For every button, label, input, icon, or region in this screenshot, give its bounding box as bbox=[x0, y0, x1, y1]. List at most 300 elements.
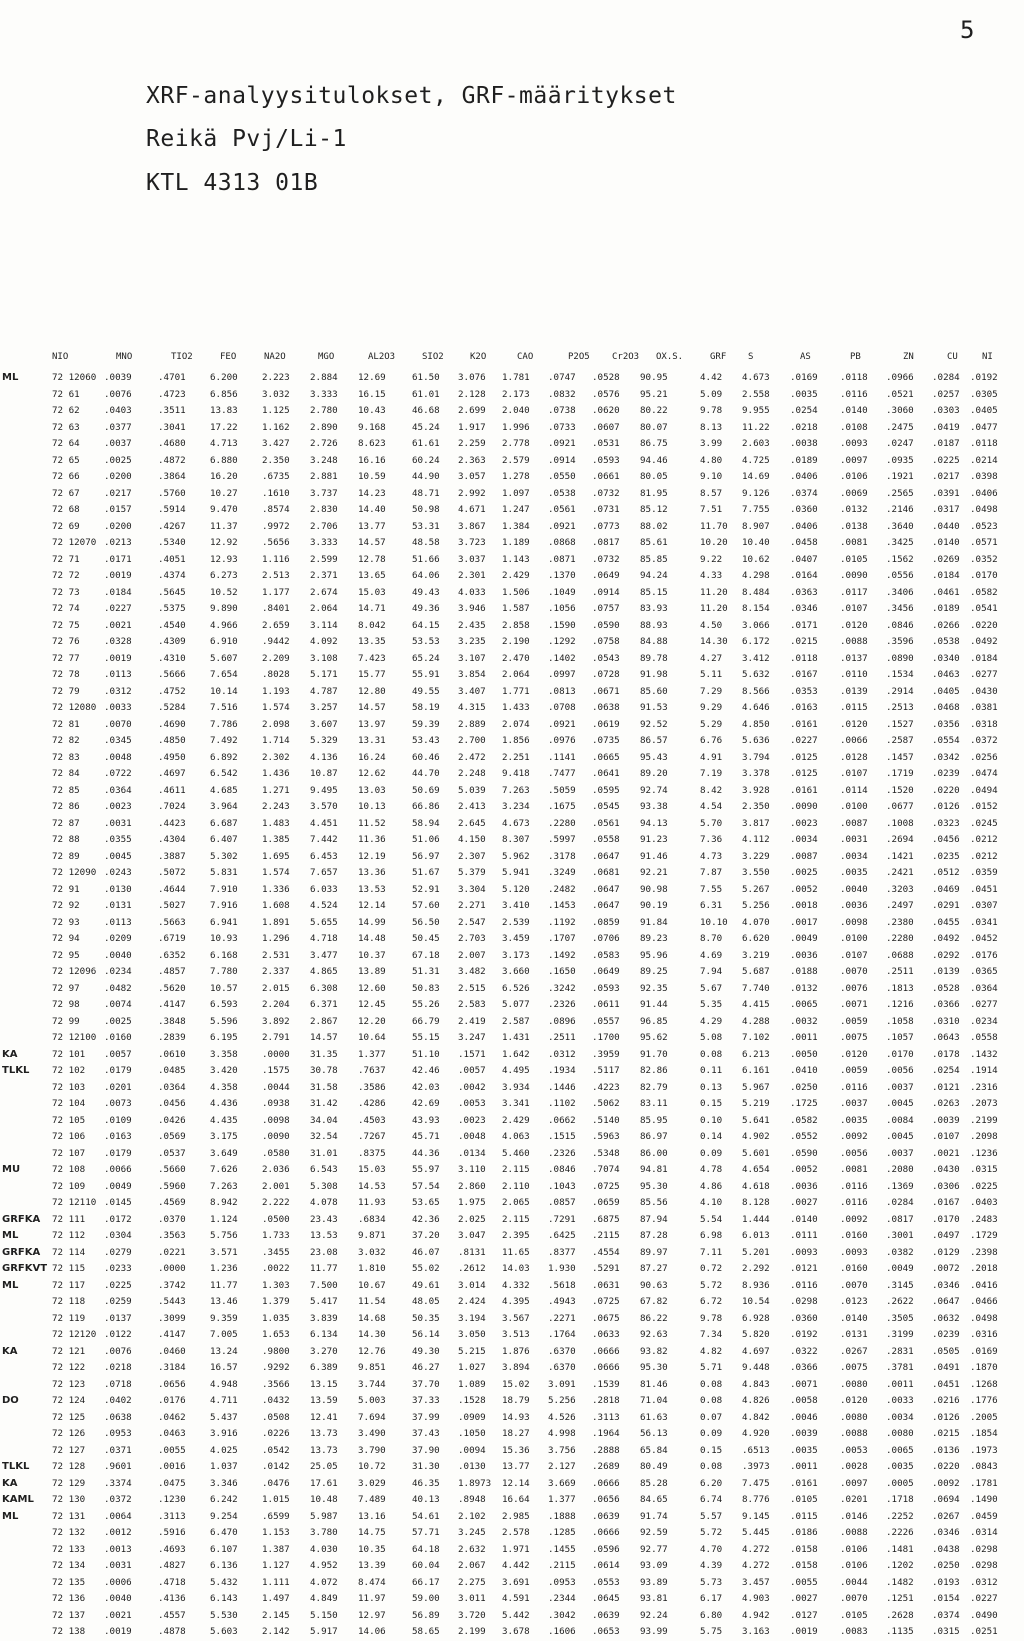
cell-value: .0050 bbox=[790, 1048, 818, 1060]
cell-value: .0569 bbox=[158, 1131, 186, 1142]
table-row bbox=[20, 618, 1020, 635]
cell-value: 9.955 bbox=[742, 405, 770, 416]
cell-value: .0093 bbox=[790, 1246, 818, 1258]
cell-value: .0284 bbox=[932, 372, 960, 383]
cell-value: 4.942 bbox=[742, 1609, 770, 1621]
cell-value: 1.247 bbox=[502, 504, 530, 515]
sample-number: 72 77 bbox=[52, 652, 80, 664]
cell-value: .0081 bbox=[840, 537, 868, 548]
cell-value: 4.50 bbox=[700, 619, 723, 631]
cell-value: 3.270 bbox=[310, 1345, 338, 1357]
cell-value: 13.53 bbox=[358, 883, 386, 895]
cell-value: 2.350 bbox=[262, 454, 290, 466]
cell-value: .4286 bbox=[358, 1098, 386, 1109]
cell-value: .0025 bbox=[104, 1015, 132, 1027]
cell-value: 2.142 bbox=[262, 1626, 290, 1637]
cell-value: 49.43 bbox=[412, 586, 440, 598]
cell-value: 8.57 bbox=[700, 487, 723, 499]
cell-value: 1.387 bbox=[262, 1543, 290, 1555]
cell-value: 4.136 bbox=[310, 751, 338, 763]
cell-value: 6.161 bbox=[742, 1065, 770, 1076]
cell-value: .2587 bbox=[886, 735, 914, 746]
cell-value: .0639 bbox=[592, 1510, 620, 1522]
cell-value: 8.936 bbox=[742, 1279, 770, 1291]
table-row bbox=[20, 469, 1020, 486]
cell-value: .1964 bbox=[592, 1428, 620, 1439]
cell-value: .0184 bbox=[932, 570, 960, 581]
cell-value: 14.75 bbox=[358, 1527, 386, 1538]
cell-value: 2.243 bbox=[262, 801, 290, 812]
cell-value: 4.33 bbox=[700, 570, 723, 581]
cell-value: .0363 bbox=[790, 586, 818, 598]
cell-value: 4.150 bbox=[458, 834, 486, 845]
cell-value: .0531 bbox=[592, 438, 620, 449]
cell-value: .0074 bbox=[104, 999, 132, 1010]
cell-value: 2.337 bbox=[262, 966, 290, 977]
cell-value: .7024 bbox=[158, 801, 186, 812]
cell-value: .3113 bbox=[592, 1411, 620, 1423]
cell-value: .0037 bbox=[886, 1147, 914, 1159]
cell-value: 11.36 bbox=[358, 834, 386, 845]
cell-value: 3.567 bbox=[502, 1312, 530, 1324]
cell-value: .0022 bbox=[262, 1263, 290, 1274]
sample-number: 72 104 bbox=[52, 1098, 86, 1109]
cell-value: 5.256 bbox=[742, 900, 770, 911]
rock-type-mark: GRFKA bbox=[2, 1246, 41, 1258]
cell-value: .0214 bbox=[970, 454, 998, 466]
cell-value: 13.65 bbox=[358, 570, 386, 581]
cell-value: 1.143 bbox=[502, 553, 530, 565]
cell-value: 95.21 bbox=[640, 388, 668, 400]
cell-value: .4569 bbox=[158, 1197, 186, 1208]
cell-value: .0725 bbox=[592, 1296, 620, 1307]
cell-value: 4.030 bbox=[310, 1543, 338, 1555]
cell-value: .0403 bbox=[104, 405, 132, 416]
cell-value: .0665 bbox=[592, 751, 620, 763]
cell-value: 6.687 bbox=[210, 817, 238, 829]
cell-value: 10.40 bbox=[742, 537, 770, 548]
cell-value: .0896 bbox=[548, 1015, 576, 1027]
cell-value: .9800 bbox=[262, 1345, 290, 1357]
cell-value: 2.703 bbox=[458, 933, 486, 944]
table-header bbox=[20, 352, 1020, 370]
cell-value: 4.948 bbox=[210, 1378, 238, 1390]
cell-value: .0039 bbox=[932, 1114, 960, 1126]
cell-value: .0188 bbox=[790, 966, 818, 977]
cell-value: 49.30 bbox=[412, 1345, 440, 1357]
cell-value: .0267 bbox=[840, 1345, 868, 1357]
cell-value: .0039 bbox=[104, 372, 132, 383]
cell-value: .0121 bbox=[932, 1081, 960, 1093]
cell-value: .4147 bbox=[158, 1329, 186, 1340]
cell-value: 48.05 bbox=[412, 1296, 440, 1307]
cell-value: .4850 bbox=[158, 735, 186, 746]
table-row bbox=[2, 1476, 1020, 1493]
cell-value: 1.177 bbox=[262, 586, 290, 598]
cell-value: 53.65 bbox=[412, 1197, 440, 1208]
cell-value: .0638 bbox=[592, 702, 620, 713]
table-row bbox=[20, 1146, 1020, 1163]
cell-value: 6.453 bbox=[310, 850, 338, 862]
cell-value: .0938 bbox=[262, 1098, 290, 1109]
sample-number: 72 126 bbox=[52, 1428, 86, 1439]
sample-number: 72 105 bbox=[52, 1114, 86, 1126]
cell-value: 13.97 bbox=[358, 718, 386, 730]
cell-value: .1813 bbox=[886, 982, 914, 994]
cell-value: 1.037 bbox=[210, 1461, 238, 1472]
cell-value: .0234 bbox=[970, 1015, 998, 1027]
cell-value: .0366 bbox=[790, 1362, 818, 1373]
cell-value: 3.780 bbox=[310, 1527, 338, 1538]
cell-value: .0661 bbox=[592, 471, 620, 482]
cell-value: 5.73 bbox=[700, 1576, 723, 1588]
cell-value: .0641 bbox=[592, 768, 620, 779]
cell-value: .0523 bbox=[970, 520, 998, 532]
cell-value: 2.204 bbox=[262, 999, 290, 1010]
cell-value: .0039 bbox=[790, 1428, 818, 1439]
cell-value: 0.09 bbox=[700, 1428, 723, 1439]
table-row bbox=[20, 931, 1020, 948]
cell-value: .1236 bbox=[970, 1147, 998, 1159]
cell-value: 2.726 bbox=[310, 438, 338, 449]
cell-value: .1285 bbox=[548, 1527, 576, 1538]
sample-number: 72 118 bbox=[52, 1296, 86, 1307]
rock-type-mark: TLKL bbox=[2, 1461, 30, 1472]
cell-value: .1650 bbox=[548, 966, 576, 977]
table-row bbox=[20, 1558, 1020, 1575]
cell-value: 1.278 bbox=[502, 471, 530, 482]
cell-value: .0890 bbox=[886, 652, 914, 664]
cell-value: 12.97 bbox=[358, 1609, 386, 1621]
cell-value: 7.654 bbox=[210, 669, 238, 680]
table-row bbox=[20, 436, 1020, 453]
cell-value: .1610 bbox=[262, 487, 290, 499]
cell-value: .0212 bbox=[970, 834, 998, 845]
cell-value: 88.93 bbox=[640, 619, 668, 631]
cell-value: 1.587 bbox=[502, 603, 530, 614]
cell-value: 2.307 bbox=[458, 850, 486, 862]
cell-value: 14.93 bbox=[502, 1411, 530, 1423]
cell-value: 5.329 bbox=[310, 735, 338, 746]
table-row bbox=[20, 403, 1020, 420]
cell-value: 80.05 bbox=[640, 471, 668, 482]
cell-value: 5.039 bbox=[458, 784, 486, 796]
cell-value: 14.30 bbox=[700, 636, 728, 647]
cell-value: 5.607 bbox=[210, 652, 238, 664]
cell-value: .0169 bbox=[790, 372, 818, 383]
cell-value: 1.089 bbox=[458, 1378, 486, 1390]
cell-value: 6.72 bbox=[700, 1296, 723, 1307]
cell-value: 3.175 bbox=[210, 1131, 238, 1142]
cell-value: .0675 bbox=[592, 1312, 620, 1324]
cell-value: 9.851 bbox=[358, 1362, 386, 1373]
cell-value: .0364 bbox=[158, 1081, 186, 1093]
cell-value: .5656 bbox=[262, 537, 290, 548]
cell-value: .0069 bbox=[840, 487, 868, 499]
cell-value: .0083 bbox=[840, 1626, 868, 1637]
sample-number: 72 106 bbox=[52, 1131, 86, 1142]
cell-value: .1921 bbox=[886, 471, 914, 482]
table-row bbox=[20, 816, 1020, 833]
cell-value: 85.12 bbox=[640, 504, 668, 515]
cell-value: .1481 bbox=[886, 1543, 914, 1555]
cell-value: 64.15 bbox=[412, 619, 440, 631]
cell-value: 4.80 bbox=[700, 454, 723, 466]
cell-value: .4752 bbox=[158, 685, 186, 697]
cell-value: 3.173 bbox=[502, 949, 530, 961]
cell-value: .0953 bbox=[104, 1428, 132, 1439]
cell-value: 92.52 bbox=[640, 718, 668, 730]
cell-value: .0492 bbox=[970, 636, 998, 647]
cell-value: .4374 bbox=[158, 570, 186, 581]
cell-value: .1606 bbox=[548, 1626, 576, 1637]
cell-value: .0055 bbox=[158, 1444, 186, 1456]
cell-value: .0118 bbox=[840, 372, 868, 383]
cell-value: .0139 bbox=[840, 685, 868, 697]
cell-value: 3.854 bbox=[458, 669, 486, 680]
cell-value: 12.92 bbox=[210, 537, 238, 548]
cell-value: 2.513 bbox=[262, 570, 290, 581]
cell-value: 3.194 bbox=[458, 1312, 486, 1324]
cell-value: 8.474 bbox=[358, 1576, 386, 1588]
cell-value: 31.30 bbox=[412, 1461, 440, 1472]
cell-value: .0976 bbox=[548, 735, 576, 746]
table-row bbox=[20, 684, 1020, 701]
cell-value: .8401 bbox=[262, 603, 290, 614]
cell-value: 7.102 bbox=[742, 1032, 770, 1043]
cell-value: 6.31 bbox=[700, 900, 723, 911]
cell-value: .0666 bbox=[592, 1527, 620, 1538]
cell-value: 3.257 bbox=[310, 702, 338, 713]
table-row bbox=[20, 1327, 1020, 1344]
cell-value: .0235 bbox=[932, 850, 960, 862]
cell-value: 3.570 bbox=[310, 801, 338, 812]
sample-number: 72 132 bbox=[52, 1527, 86, 1538]
cell-value: 58.19 bbox=[412, 702, 440, 713]
cell-value: .0398 bbox=[970, 471, 998, 482]
cell-value: 4.10 bbox=[700, 1197, 723, 1208]
cell-value: 3.076 bbox=[458, 372, 486, 383]
cell-value: 1.035 bbox=[262, 1312, 290, 1324]
cell-value: .0031 bbox=[104, 817, 132, 829]
cell-value: 9.10 bbox=[700, 471, 723, 482]
cell-value: 54.61 bbox=[412, 1510, 440, 1522]
cell-value: .0649 bbox=[592, 966, 620, 977]
cell-value: 91.98 bbox=[640, 669, 668, 680]
cell-value: 3.571 bbox=[210, 1246, 238, 1258]
cell-value: .0080 bbox=[840, 1411, 868, 1423]
cell-value: 86.57 bbox=[640, 735, 668, 746]
cell-value: 6.168 bbox=[210, 949, 238, 961]
cell-value: 15.03 bbox=[358, 586, 386, 598]
sample-number: 72 12120 bbox=[52, 1329, 97, 1340]
cell-value: .0021 bbox=[932, 1147, 960, 1159]
cell-value: 81.46 bbox=[640, 1378, 668, 1390]
cell-value: .9972 bbox=[262, 520, 290, 532]
cell-value: 56.97 bbox=[412, 850, 440, 862]
cell-value: 4.713 bbox=[210, 438, 238, 449]
table-row bbox=[2, 1228, 1020, 1245]
cell-value: 94.13 bbox=[640, 817, 668, 829]
cell-value: 3.029 bbox=[358, 1477, 386, 1489]
cell-value: .0498 bbox=[970, 1312, 998, 1324]
cell-value: .0098 bbox=[262, 1114, 290, 1126]
table-row bbox=[2, 1459, 1020, 1476]
cell-value: .0277 bbox=[970, 669, 998, 680]
cell-value: 3.248 bbox=[310, 454, 338, 466]
cell-value: 3.341 bbox=[502, 1098, 530, 1109]
cell-value: .0310 bbox=[932, 1015, 960, 1027]
cell-value: .0366 bbox=[932, 999, 960, 1010]
cell-value: .3456 bbox=[886, 603, 914, 614]
cell-value: .0076 bbox=[104, 388, 132, 400]
cell-value: .0666 bbox=[592, 1477, 620, 1489]
cell-value: 5.308 bbox=[310, 1180, 338, 1192]
cell-value: .0058 bbox=[790, 1395, 818, 1406]
cell-value: 3.358 bbox=[210, 1048, 238, 1060]
table-row bbox=[20, 552, 1020, 569]
cell-value: .0170 bbox=[970, 570, 998, 581]
sample-number: 72 134 bbox=[52, 1560, 86, 1571]
cell-value: 37.90 bbox=[412, 1444, 440, 1456]
cell-value: 91.53 bbox=[640, 702, 668, 713]
cell-value: .0731 bbox=[592, 504, 620, 515]
cell-value: 7.740 bbox=[742, 982, 770, 994]
cell-value: 66.86 bbox=[412, 801, 440, 812]
cell-value: .0611 bbox=[592, 999, 620, 1010]
cell-value: .0561 bbox=[592, 817, 620, 829]
cell-value: .0025 bbox=[790, 867, 818, 878]
cell-value: .3640 bbox=[886, 520, 914, 532]
cell-value: .0269 bbox=[932, 553, 960, 565]
cell-value: 90.63 bbox=[640, 1279, 668, 1291]
sample-number: 72 68 bbox=[52, 504, 80, 515]
cell-value: 4.39 bbox=[700, 1560, 723, 1571]
column-header: AL2O3 bbox=[368, 352, 396, 362]
cell-value: 3.032 bbox=[262, 388, 290, 400]
cell-value: .0671 bbox=[592, 685, 620, 697]
cell-value: 2.429 bbox=[502, 1114, 530, 1126]
analysis-table bbox=[2, 352, 1020, 1641]
cell-value: .0107 bbox=[840, 768, 868, 779]
cell-value: 10.93 bbox=[210, 933, 238, 944]
cell-value: .0179 bbox=[104, 1147, 132, 1159]
cell-value: .4723 bbox=[158, 388, 186, 400]
cell-value: 4.54 bbox=[700, 801, 723, 812]
cell-value: .0105 bbox=[790, 1494, 818, 1505]
cell-value: .7637 bbox=[358, 1065, 386, 1076]
cell-value: 85.28 bbox=[640, 1477, 668, 1489]
cell-value: 3.669 bbox=[548, 1477, 576, 1489]
cell-value: .0070 bbox=[104, 718, 132, 730]
cell-value: 2.884 bbox=[310, 372, 338, 383]
cell-value: .0614 bbox=[592, 1560, 620, 1571]
rock-type-mark: GRFKVT bbox=[2, 1263, 48, 1274]
column-header: ZN bbox=[903, 352, 914, 362]
cell-value: 3.916 bbox=[210, 1428, 238, 1439]
cell-value: 6.389 bbox=[310, 1362, 338, 1373]
cell-value: .0120 bbox=[840, 1395, 868, 1406]
sample-number: 72 112 bbox=[52, 1230, 86, 1241]
cell-value: 3.407 bbox=[458, 685, 486, 697]
sample-number: 72 62 bbox=[52, 405, 80, 416]
cell-value: .0011 bbox=[886, 1378, 914, 1390]
cell-value: .0346 bbox=[932, 1527, 960, 1538]
cell-value: 0.15 bbox=[700, 1098, 723, 1109]
column-header: NIO bbox=[52, 352, 69, 362]
column-header: NI bbox=[982, 352, 993, 362]
column-header: Cr2O3 bbox=[612, 352, 640, 362]
cell-value: .1457 bbox=[886, 751, 914, 763]
cell-value: .1490 bbox=[970, 1494, 998, 1505]
cell-value: .0161 bbox=[790, 718, 818, 730]
cell-value: 2.791 bbox=[262, 1032, 290, 1043]
cell-value: .6719 bbox=[158, 933, 186, 944]
cell-value: 2.985 bbox=[502, 1510, 530, 1522]
cell-value: 3.050 bbox=[458, 1329, 486, 1340]
cell-value: 60.46 bbox=[412, 751, 440, 763]
table-row bbox=[20, 651, 1020, 668]
cell-value: 91.23 bbox=[640, 834, 668, 845]
cell-value: 4.78 bbox=[700, 1164, 723, 1175]
cell-value: .5027 bbox=[158, 900, 186, 911]
sample-number: 72 72 bbox=[52, 570, 80, 581]
cell-value: 67.18 bbox=[412, 949, 440, 961]
cell-value: 6.17 bbox=[700, 1593, 723, 1604]
cell-value: .0040 bbox=[840, 883, 868, 895]
cell-value: 53.43 bbox=[412, 735, 440, 746]
cell-value: 1.111 bbox=[262, 1576, 290, 1588]
cell-value: .2888 bbox=[592, 1444, 620, 1456]
cell-value: .4051 bbox=[158, 553, 186, 565]
cell-value: .0075 bbox=[840, 1032, 868, 1043]
table-row bbox=[20, 1080, 1020, 1097]
cell-value: 7.780 bbox=[210, 966, 238, 977]
cell-value: 8.942 bbox=[210, 1197, 238, 1208]
cell-value: .1251 bbox=[886, 1593, 914, 1604]
cell-value: .0105 bbox=[840, 553, 868, 565]
cell-value: .0131 bbox=[104, 900, 132, 911]
cell-value: .0857 bbox=[548, 1197, 576, 1208]
cell-value: 48.71 bbox=[412, 487, 440, 499]
cell-value: 10.13 bbox=[358, 801, 386, 812]
cell-value: .0116 bbox=[840, 1180, 868, 1192]
cell-value: .2146 bbox=[886, 504, 914, 515]
cell-value: .0817 bbox=[592, 537, 620, 548]
cell-value: 11.22 bbox=[742, 421, 770, 433]
cell-value: .0773 bbox=[592, 520, 620, 532]
cell-value: .0708 bbox=[548, 702, 576, 713]
cell-value: 4.91 bbox=[700, 751, 723, 763]
cell-value: .0463 bbox=[932, 669, 960, 680]
sample-number: 72 122 bbox=[52, 1362, 86, 1373]
cell-value: 5.917 bbox=[310, 1626, 338, 1637]
cell-value: 7.423 bbox=[358, 652, 386, 664]
cell-value: 2.371 bbox=[310, 570, 338, 581]
cell-value: 50.83 bbox=[412, 982, 440, 994]
cell-value: .0921 bbox=[548, 438, 576, 449]
cell-value: 3.459 bbox=[502, 933, 530, 944]
sample-number: 72 95 bbox=[52, 949, 80, 961]
sample-number: 72 12070 bbox=[52, 537, 97, 548]
cell-value: .5963 bbox=[592, 1131, 620, 1142]
cell-value: 5.219 bbox=[742, 1098, 770, 1109]
cell-value: .0298 bbox=[970, 1543, 998, 1555]
cell-value: .0277 bbox=[970, 999, 998, 1010]
cell-value: .0048 bbox=[458, 1131, 486, 1142]
cell-value: 91.74 bbox=[640, 1510, 668, 1522]
cell-value: .0410 bbox=[790, 1065, 818, 1076]
